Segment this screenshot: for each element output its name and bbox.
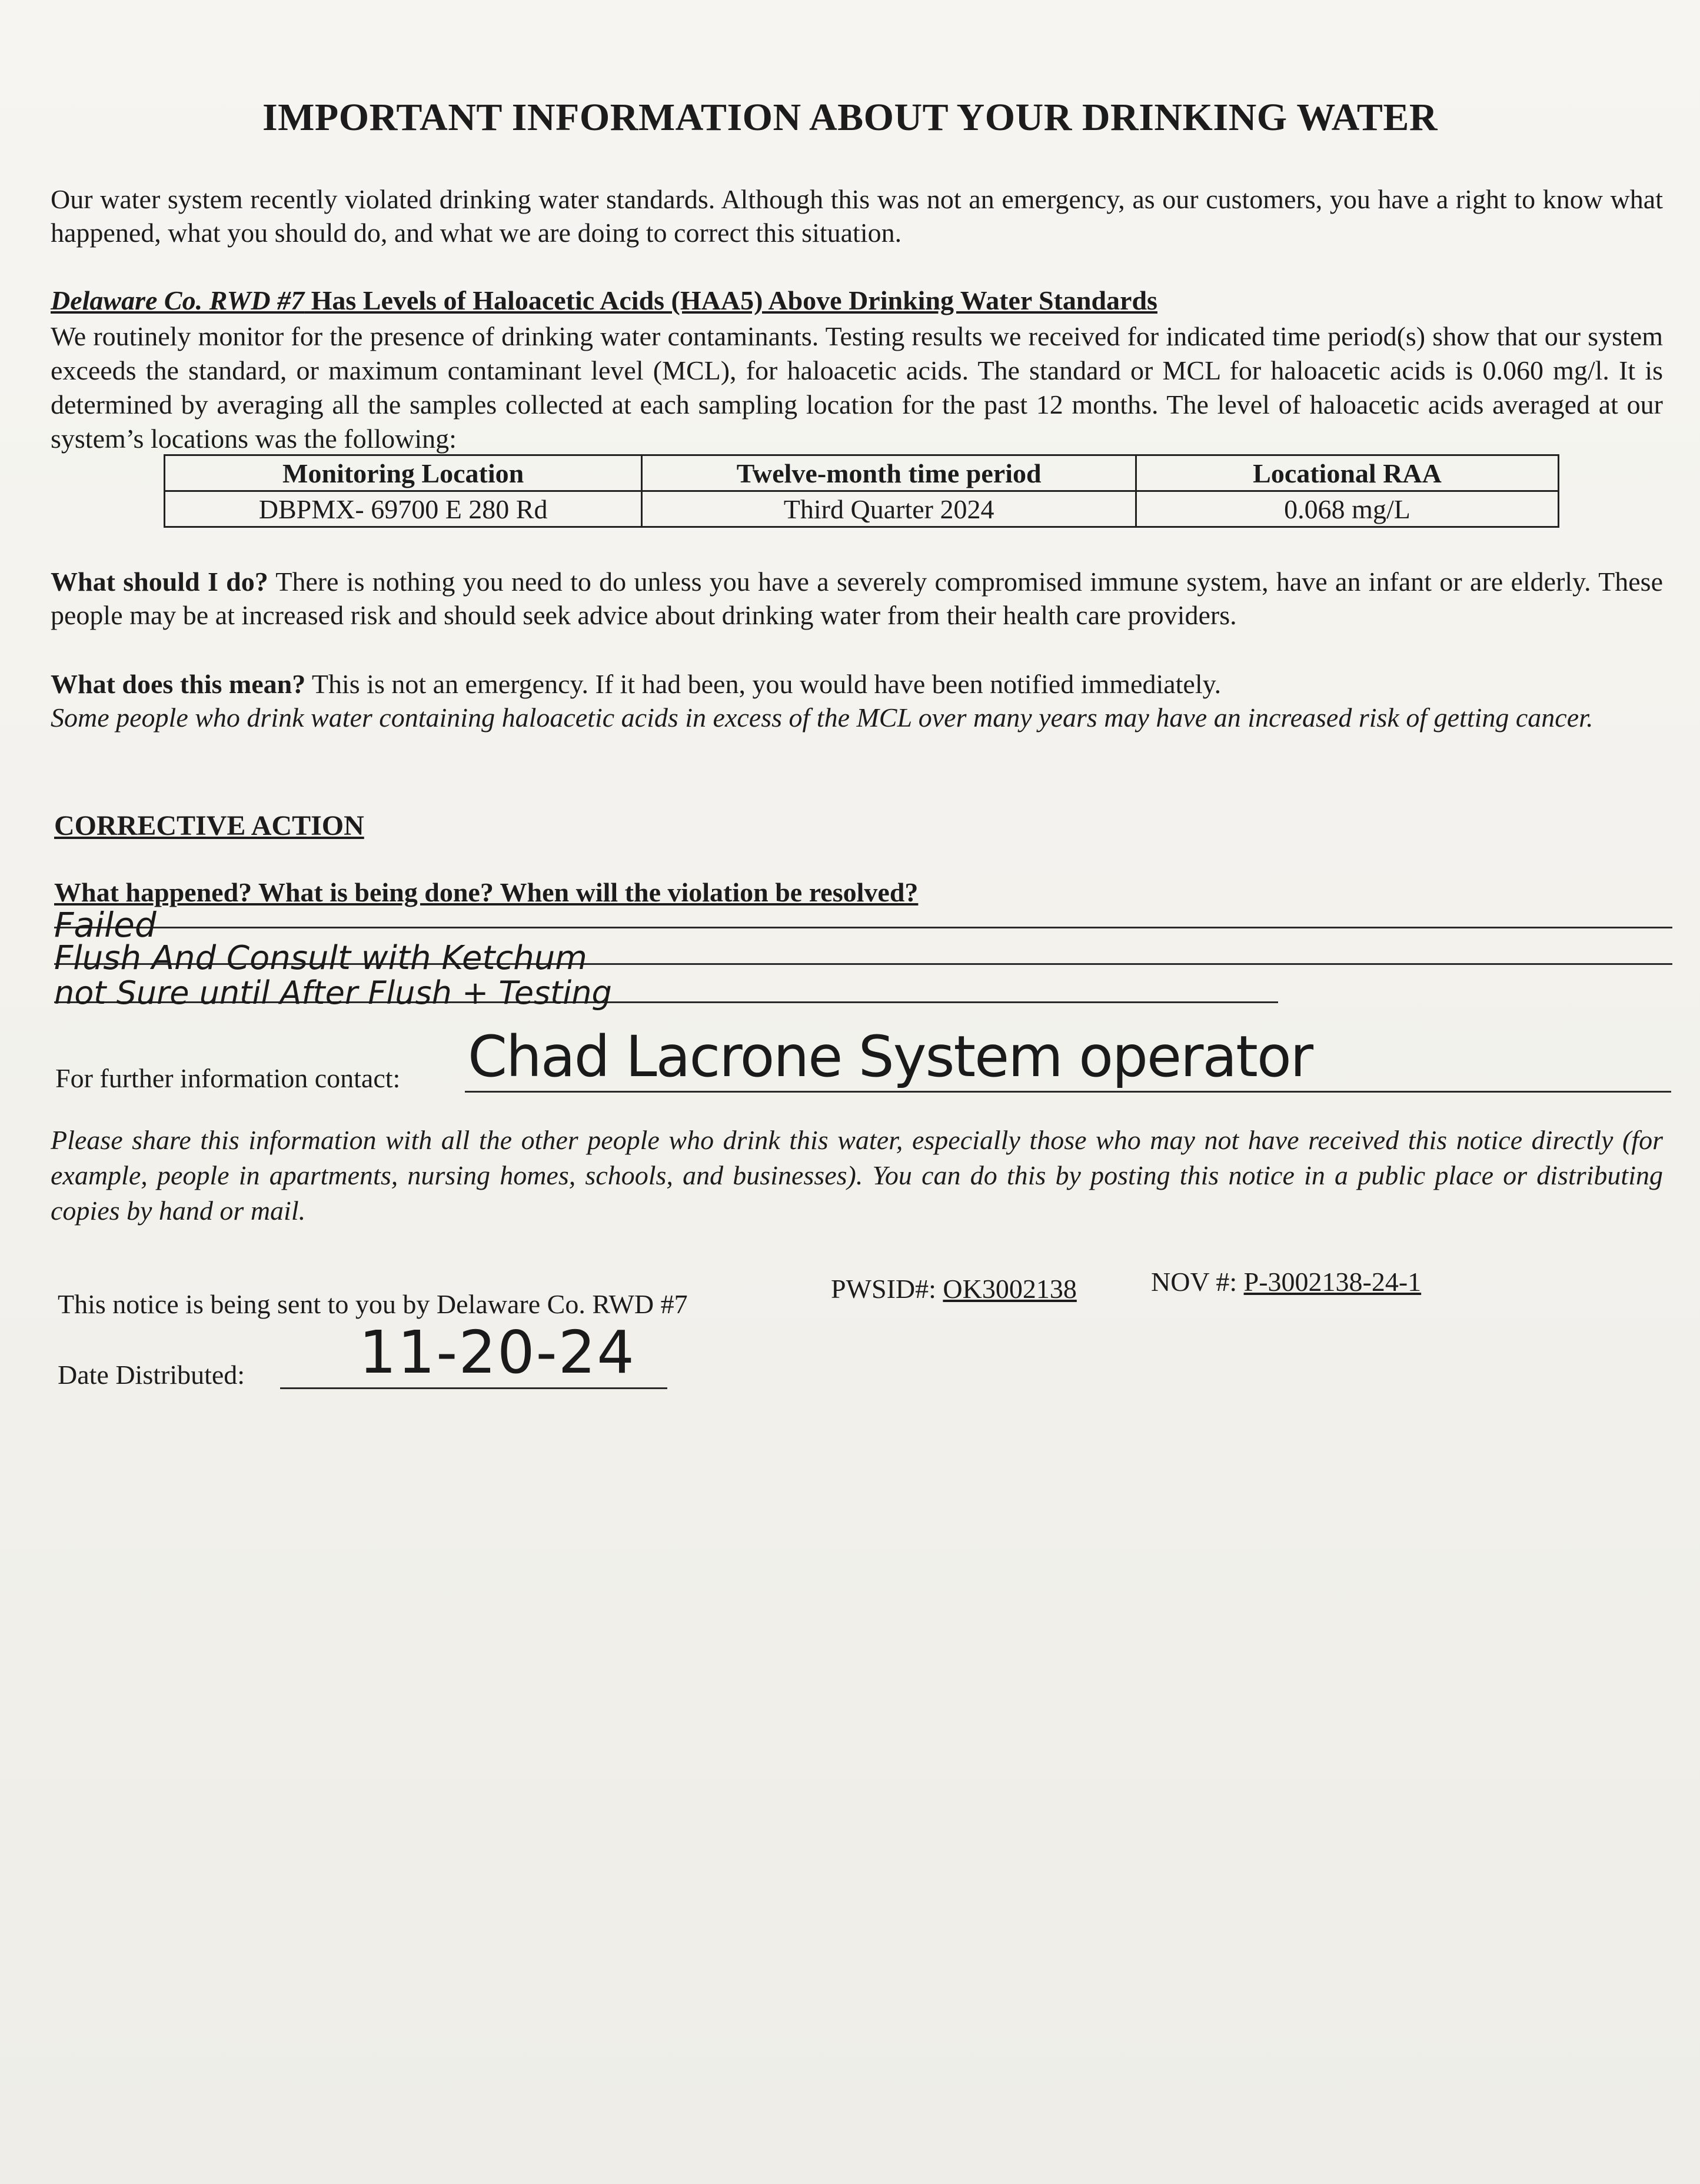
health-effects-text: Some people who drink water containing haloacetic acids in excess of the MCL over many years may have an increased risk of getting cancer. [51,703,1593,733]
handwritten-answer-2: Flush And Consult with Ketchum [54,939,587,977]
table-header-period: Twelve-month time period [642,455,1136,491]
share-notice-paragraph: Please share this information with all the other people who drink this water, especially those who may not have received this notice directly (for example, people in apartments, nursing homes, schools, and businesses). You can do this by posting this notice in a public place or distributing copies by hand or mail. [51,1125,1663,1226]
intro-paragraph: Our water system recently violated drinking water standards. Although this was not an emergency, as our customers, you have a right to know what happened, what you should do, and what we are doing to correct this situation. [51,184,1663,248]
results-table-header-row [165,455,1559,491]
contact-label: For further information contact: [55,1063,401,1093]
handwritten-answer-1: Failed [54,905,157,945]
notice-title: IMPORTANT INFORMATION ABOUT YOUR DRINKING WATER [262,96,1438,139]
what-to-do-paragraph [51,565,1663,632]
what-to-do-label: What should I do? [51,567,268,597]
table-header-location: Monitoring Location [165,455,642,491]
date-handwritten: 11-20-24 [359,1318,636,1387]
violation-heading-text: Has Levels of Haloacetic Acids (HAA5) Above Drinking Water Standards [304,285,1157,315]
pwsid-label: PWSID#: [831,1274,943,1304]
what-it-means-label: What does this mean? [51,669,306,699]
what-it-means-text: This is not an emergency. If it had been, you would have been notified immediately. [305,669,1222,699]
nov-label: NOV #: [1151,1267,1244,1297]
contact-line [465,1091,1671,1093]
table-cell-raa: 0.068 mg/L [1136,491,1559,527]
nov-number [1151,1266,1421,1297]
date-distributed-label: Date Distributed: [58,1360,245,1390]
table-cell-location: DBPMX- 69700 E 280 Rd [165,491,642,527]
answer-line-1 [54,927,1672,928]
pwsid [831,1273,1077,1304]
violation-body: We routinely monitor for the presence of drinking water contaminants. Testing results we received for indicated time period(s) show that our system exceeds the standard, or maximum contaminant level (MCL), for haloacetic acids. The standard or MCL for haloacetic acids is 0.060 mg/l. It is determined by averaging all the samples collected at each sampling location for the past 12 months. The level of haloacetic acids averaged at our system’s locations was the following: [51,321,1663,454]
what-to-do-text: There is nothing you need to do unless you have a severely compromised immune system, have an infant or are elderly. These people may be at increased risk and should seek advice about drinking water from their health care providers. [51,567,1663,630]
pwsid-value: OK3002138 [943,1274,1077,1304]
sent-by-text: This notice is being sent to you by Delaware Co. RWD #7 [58,1289,688,1319]
results-table [164,454,1559,528]
table-row [165,491,1559,527]
violation-heading-system: Delaware Co. RWD #7 [51,285,305,315]
handwritten-answer-3: not Sure until After Flush + Testing [54,974,612,1011]
what-it-means-paragraph [51,667,1663,734]
contact-handwritten: Chad Lacrone System operator [468,1024,1313,1090]
violation-heading [51,285,1157,316]
corrective-action-questions: What happened? What is being done? When will the violation be resolved? [54,877,919,907]
nov-value: P-3002138-24-1 [1243,1267,1422,1297]
table-header-raa: Locational RAA [1136,455,1559,491]
table-cell-period: Third Quarter 2024 [642,491,1136,527]
corrective-action-heading: CORRECTIVE ACTION [54,810,364,841]
date-line [280,1387,667,1389]
